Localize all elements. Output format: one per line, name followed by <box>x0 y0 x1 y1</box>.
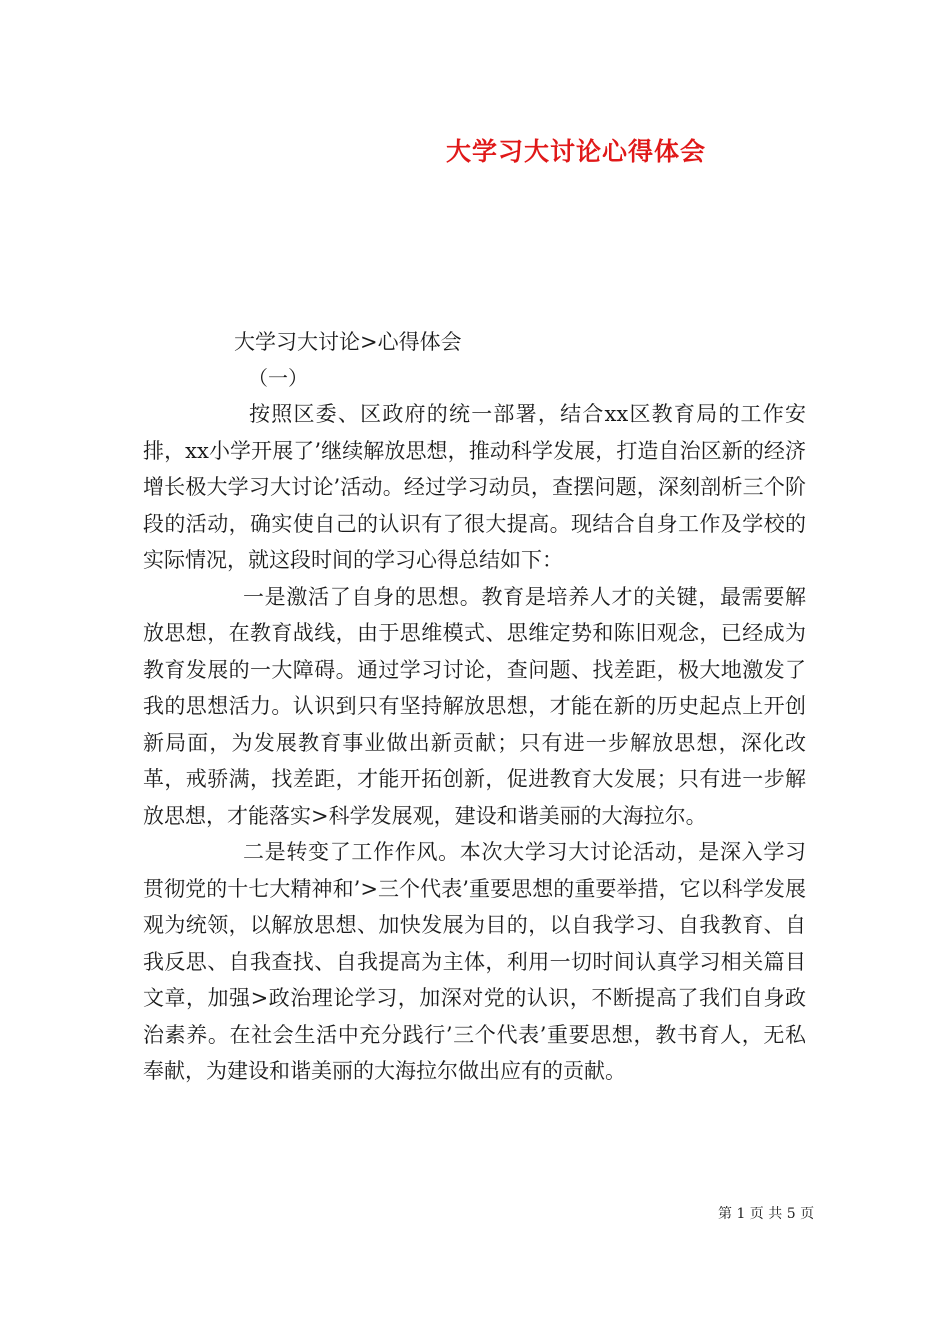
section-number: （一） <box>248 366 308 390</box>
paragraph-1: 按照区委、区政府的统一部署，结合xx区教育局的工作安排，xx小学开展了’继续解放思想，推动科学发展，打造自治区新的经济增长极大学习大讨论’活动。经过学习动员，查摆问题，深刻剖析三个阶段的活动，确实使自己的认识有了很大提高。现结合自身工作及学校的实际情况，就这段时间的学习心得总结如下： <box>143 402 806 572</box>
page-footer: 第 1 页 共 5 页 <box>718 1206 815 1222</box>
document-body <box>143 396 806 1090</box>
document-subtitle: 大学习大讨论>心得体会 <box>234 330 462 354</box>
document-title: 大学习大讨论心得体会 <box>446 137 707 166</box>
paragraph-3: 二是转变了工作作风。本次大学习大讨论活动，是深入学习贯彻党的十七大精神和’>三个代表’重要思想的重要举措，它以科学发展观为统领，以解放思想、加快发展为目的，以自我学习、自我教育、自我反思、自我查找、自我提高为主体，利用一切时间认真学习相关篇目文章，加强>政治理论学习，加深对党的认识，不断提高了我们自身政治素养。在社会生活中充分践行’三个代表’重要思想，教书育人，无私奉献，为建设和谐美丽的大海拉尔做出应有的贡献。 <box>143 840 806 1083</box>
paragraph-2: 一是激活了自身的思想。教育是培养人才的关键，最需要解放思想，在教育战线，由于思维模式、思维定势和陈旧观念，已经成为教育发展的一大障碍。通过学习讨论，查问题、找差距，极大地激发了我的思想活力。认识到只有坚持解放思想，才能在新的历史起点上开创新局面，为发展教育事业做出新贡献；只有进一步解放思想，深化改革，戒骄满，找差距，才能开拓创新，促进教育大发展；只有进一步解放思想，才能落实>科学发展观，建设和谐美丽的大海拉尔。 <box>143 584 806 828</box>
